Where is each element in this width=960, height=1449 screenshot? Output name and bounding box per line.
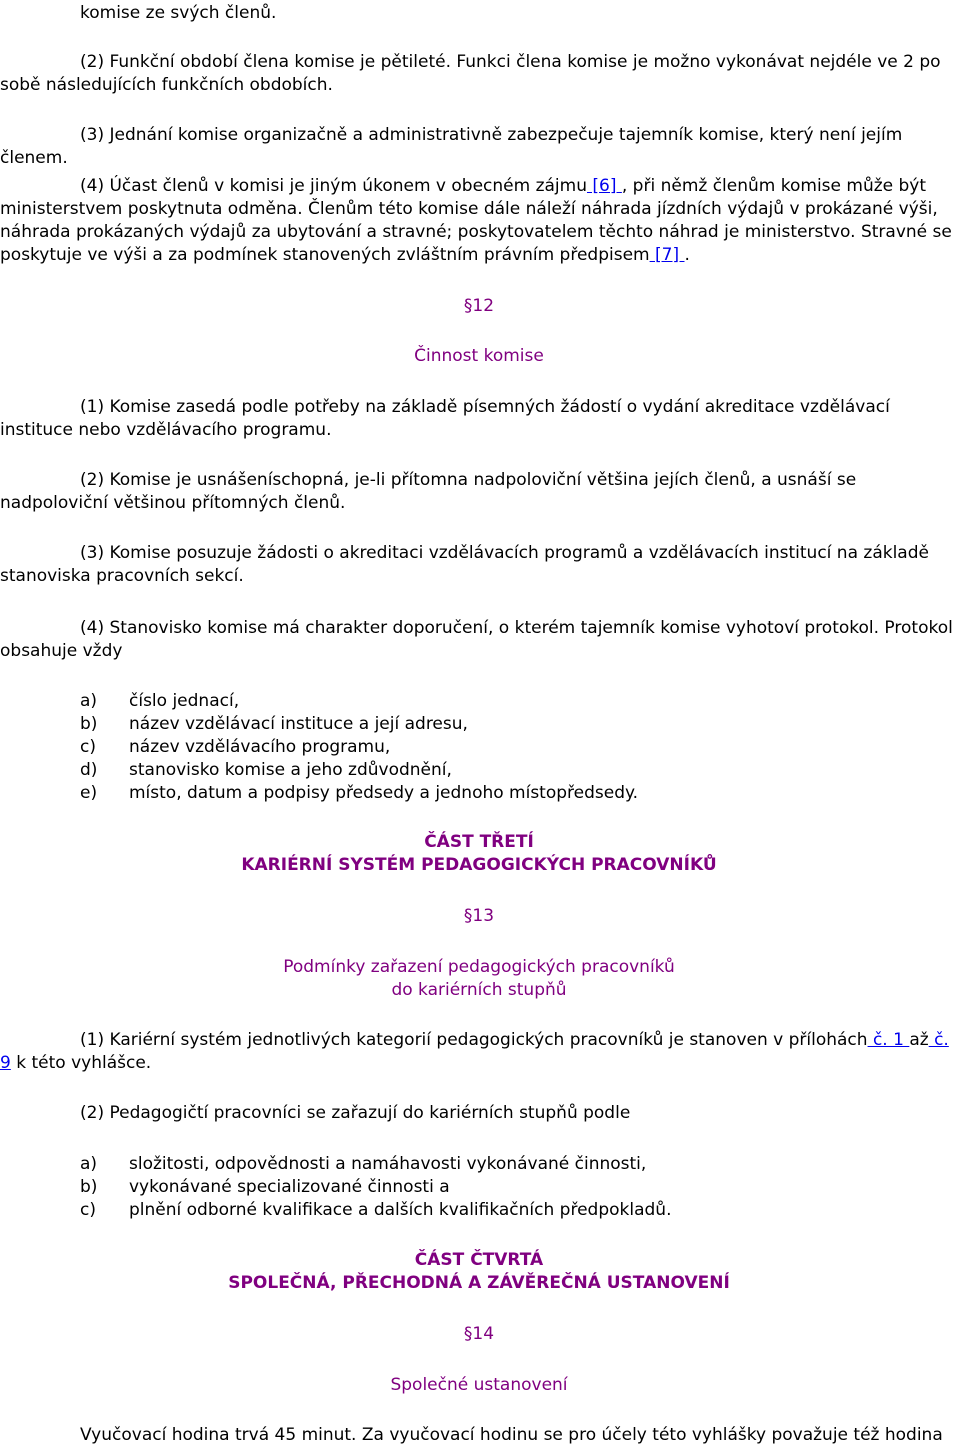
paragraph-4: (4) Účast členů v komisi je jiným úkonem v obecném zájmu [6] , při němž členům komise může být ministerstvem poskytnuta odměna. Členům této komise dále náleží náhrada jízdních výdajů v prokázané výši, náhrada prokázaných výdajů za ubytování a stravné; poskytovatelem těchto náhrad je ministerstvo. Stravné se poskytuje ve výši a za podmínek stanovených zvláštním právním předpisem [7] . <box>0 176 952 265</box>
career-criteria-list <box>80 1153 671 1222</box>
s12-paragraph-4: (4) Stanovisko komise má charakter doporučení, o kterém tajemník komise vyhotoví protokol. Protokol obsahuje vždy <box>0 618 953 661</box>
paragraph-tail: komise ze svých členů. <box>80 3 277 23</box>
part-4-heading: ČÁST ČTVRTÁ <box>414 1250 544 1270</box>
s12-paragraph-3: (3) Komise posuzuje žádosti o akreditaci vzdělávacích programů a vzdělávacích institucí na základě stanoviska pracovních sekcí. <box>0 543 929 586</box>
s13-paragraph-1: (1) Kariérní systém jednotlivých kategorií pedagogických pracovníků je stanoven v přílohách č. 1 až č. 9 k této vyhlášce. <box>0 1030 949 1073</box>
list-item: c) plnění odborné kvalifikace a dalších kvalifikačních předpokladů. <box>80 1200 672 1220</box>
paragraph-2: (2) Funkční období člena komise je pětileté. Funkci člena komise je možno vykonávat nejdéle ve 2 po sobě následujících funkčních obdobích. <box>0 52 941 95</box>
part-3-heading: ČÁST TŘETÍ <box>424 832 534 852</box>
protocol-list <box>80 690 638 805</box>
s12-paragraph-1: (1) Komise zasedá podle potřeby na základě písemných žádostí o vydání akreditace vzdělávací instituce nebo vzdělávacího programu. <box>0 397 890 440</box>
section-12-number: §12 <box>463 296 495 316</box>
list-item: c) název vzdělávacího programu, <box>80 737 391 757</box>
list-item: b) název vzdělávací instituce a její adresu, <box>80 714 468 734</box>
section-13-title-line-2: do kariérních stupňů <box>391 980 567 1000</box>
list-item: b) vykonávané specializované činnosti a <box>80 1177 450 1197</box>
footnote-link-7[interactable]: [7] <box>649 245 685 265</box>
list-item: e) místo, datum a podpisy předsedy a jednoho místopředsedy. <box>80 783 639 803</box>
paragraph-3: (3) Jednání komise organizačně a administrativně zabezpečuje tajemník komise, který není jejím členem. <box>0 125 903 168</box>
section-14-title: Společné ustanovení <box>390 1375 568 1395</box>
annex-link-1[interactable]: č. 1 <box>867 1030 910 1050</box>
footnote-link-6[interactable]: [6] <box>586 176 622 196</box>
section-13-title-line-1: Podmínky zařazení pedagogických pracovníků <box>283 957 675 977</box>
list-item: a) složitosti, odpovědnosti a namáhavosti vykonávané činnosti, <box>80 1154 647 1174</box>
list-item: a) číslo jednací, <box>80 691 240 711</box>
list-item: d) stanovisko komise a jeho zdůvodnění, <box>80 760 452 780</box>
s14-paragraph-1: Vyučovací hodina trvá 45 minut. Za vyučovací hodinu se pro účely této vyhlášky považuje též hodina <box>80 1425 943 1445</box>
section-14-number: §14 <box>463 1324 495 1344</box>
annex-link-9[interactable]: č. 9 <box>0 1030 949 1073</box>
part-4-title: SPOLEČNÁ, PŘECHODNÁ A ZÁVĚREČNÁ USTANOVENÍ <box>228 1273 730 1293</box>
s12-paragraph-2: (2) Komise je usnášeníschopná, je-li přítomna nadpoloviční většina jejích členů, a usnáší se nadpoloviční většinou přítomných členů. <box>0 470 857 513</box>
s13-paragraph-2: (2) Pedagogičtí pracovníci se zařazují do kariérních stupňů podle <box>80 1103 631 1123</box>
section-12-title: Činnost komise <box>414 346 544 366</box>
part-3-title: KARIÉRNÍ SYSTÉM PEDAGOGICKÝCH PRACOVNÍKŮ <box>241 855 717 875</box>
section-13-number: §13 <box>463 906 495 926</box>
